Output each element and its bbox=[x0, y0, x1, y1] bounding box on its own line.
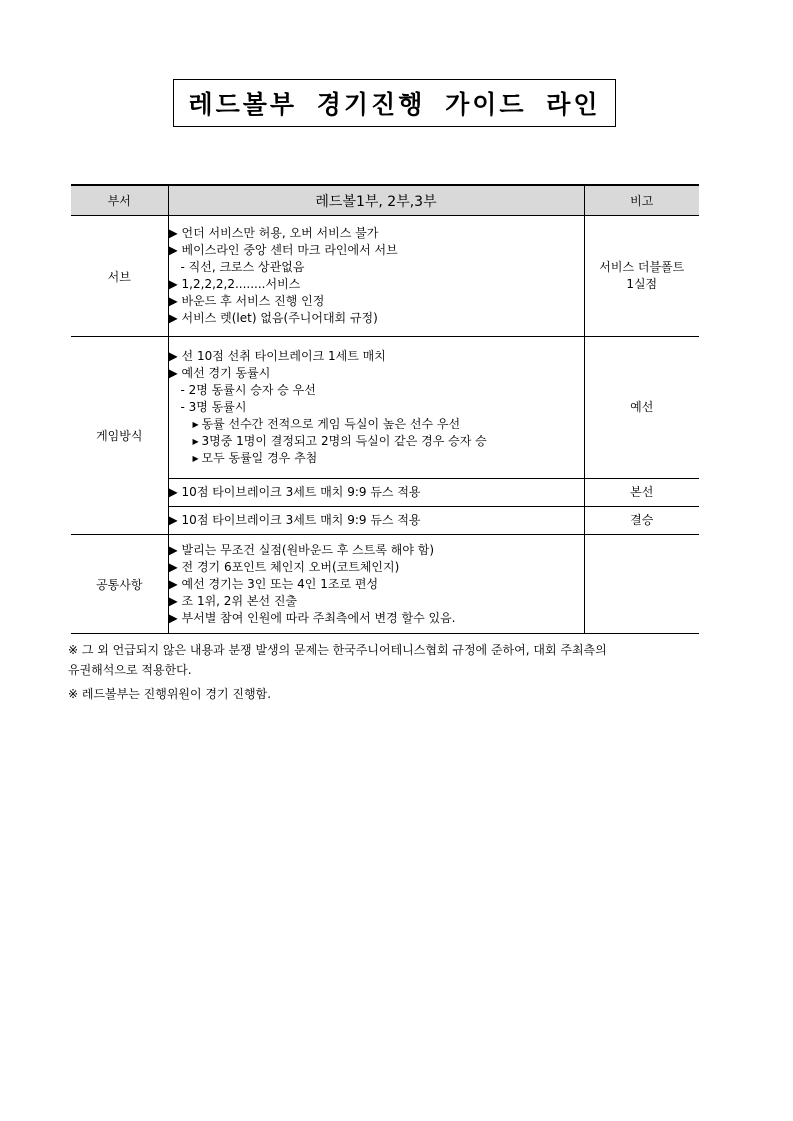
header-level: 레드볼1부, 2부,3부 bbox=[168, 185, 584, 216]
prelim-rule: - 3명 동률시 bbox=[180, 400, 247, 414]
prelim-rule bbox=[169, 450, 584, 467]
prelim-rule: - 2명 동률시 승자 승 우선 bbox=[180, 383, 316, 397]
serve-rule: ▶ 서비스 렛(let) 없음(주니어대회 규정) bbox=[168, 311, 378, 325]
prelim-rule-text: 3명중 1명이 결정되고 2명의 득실이 같은 경우 승자 승 bbox=[201, 434, 487, 448]
category-game: 게임방식 bbox=[71, 337, 168, 535]
serve-note bbox=[584, 216, 699, 337]
final-note: 결승 bbox=[584, 507, 699, 535]
common-rule: ▶ 전 경기 6포인트 체인지 오버(코트체인지) bbox=[168, 559, 400, 574]
serve-rule: ▶ 바운드 후 서비스 진행 인정 bbox=[168, 294, 325, 308]
category-serve: 서브 bbox=[71, 216, 168, 337]
main-note: 본선 bbox=[584, 479, 699, 507]
footnote-2: ※ 레드볼부는 진행위원이 경기 진행함. bbox=[68, 687, 272, 701]
small-triangle-icon: ▶ bbox=[192, 437, 199, 446]
table-header-row bbox=[71, 185, 699, 216]
final-rule-text: ▶ 10점 타이브레이크 3세트 매치 9:9 듀스 적용 bbox=[168, 513, 421, 527]
prelim-rule-text: 모두 동률일 경우 추첨 bbox=[201, 451, 318, 465]
common-rules bbox=[168, 535, 584, 634]
small-triangle-icon: ▶ bbox=[192, 420, 199, 429]
prelim-rules bbox=[168, 337, 584, 479]
prelim-rule bbox=[169, 433, 584, 450]
serve-note-line1: 서비스 더블폴트 bbox=[599, 260, 685, 274]
footnote-1-line1: ※ 그 외 언급되지 않은 내용과 분쟁 발생의 문제는 한국주니어테니스협회 규정에 준하여, 대회 주최측의 bbox=[68, 643, 607, 657]
footnote-1-line2: 유권해석으로 적용한다. bbox=[68, 663, 192, 677]
common-rule: ▶ 발리는 무조건 실점(원바운드 후 스트록 해야 함) bbox=[168, 542, 435, 557]
guide-table bbox=[71, 184, 699, 634]
category-common: 공통사항 bbox=[71, 535, 168, 634]
title-box bbox=[173, 79, 616, 127]
prelim-note: 예선 bbox=[584, 337, 699, 479]
main-rule-text: ▶ 10점 타이브레이크 3세트 매치 9:9 듀스 적용 bbox=[168, 485, 421, 499]
common-rule: ▶ 조 1위, 2위 본선 진출 bbox=[168, 593, 298, 608]
table-row-common bbox=[71, 535, 699, 634]
prelim-rule bbox=[169, 416, 584, 433]
common-rule: ▶ 부서별 참여 인원에 따라 주최측에서 변경 할수 있음. bbox=[168, 610, 456, 625]
prelim-rule: ▶ 예선 경기 동률시 bbox=[168, 366, 271, 380]
serve-rules bbox=[168, 216, 584, 337]
prelim-rule-text: 동률 선수간 전적으로 게임 득실이 높은 선수 우선 bbox=[201, 417, 461, 431]
common-rule: ▶ 예선 경기는 3인 또는 4인 1조로 편성 bbox=[168, 576, 379, 591]
table-row-serve bbox=[71, 216, 699, 337]
footnote-1 bbox=[68, 640, 728, 680]
small-triangle-icon: ▶ bbox=[192, 454, 199, 463]
prelim-rule: ▶ 선 10점 선취 타이브레이크 1세트 매치 bbox=[168, 349, 386, 363]
serve-note-line2: 1실점 bbox=[626, 277, 658, 291]
serve-rule: ▶ 1,2,2,2,2........서비스 bbox=[168, 277, 301, 291]
main-rule bbox=[168, 479, 584, 507]
header-remarks: 비고 bbox=[584, 185, 699, 216]
table-row-game-prelim bbox=[71, 337, 699, 479]
header-division: 부서 bbox=[71, 185, 168, 216]
final-rule bbox=[168, 507, 584, 535]
serve-rule: ▶ 언더 서비스만 허용, 오버 서비스 불가 bbox=[168, 226, 379, 240]
serve-rule: ▶ 베이스라인 중앙 센터 마크 라인에서 서브 bbox=[168, 243, 398, 257]
common-note bbox=[584, 535, 699, 634]
page-title: 레드볼부 경기진행 가이드 라인 bbox=[188, 90, 601, 119]
serve-rule: - 직선, 크로스 상관없음 bbox=[180, 260, 305, 274]
